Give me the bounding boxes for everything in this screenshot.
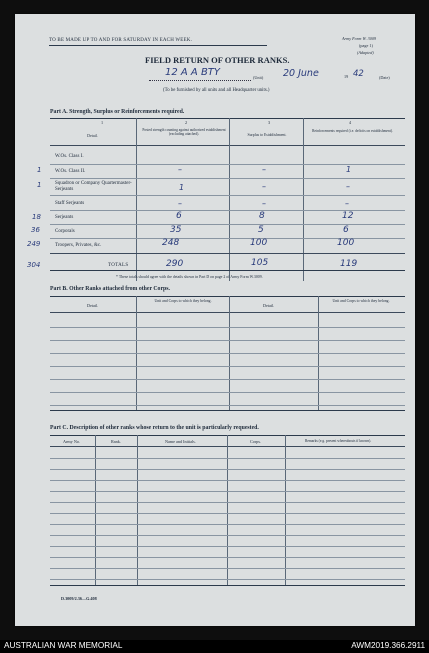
instruction-text: TO BE MADE UP TO AND FOR SATURDAY IN EACH WEEK. [49, 38, 193, 43]
ruled-line [50, 579, 405, 580]
part-a-header-surplus: Surplus to Establishment. [247, 133, 287, 137]
cell-troopers-surplus: 100 [250, 238, 268, 248]
adapted-label: (Adapted) [357, 50, 374, 55]
ruled-line [50, 458, 405, 459]
cell-cqms-reinf: – [346, 182, 350, 191]
ruled-line [50, 353, 405, 354]
row-label-cqms: Squadron or Company Quartermaster-Serjeants [55, 181, 132, 192]
totals-label: TOTALS [108, 263, 129, 268]
cell-staff-posted: – [178, 199, 182, 208]
ruled-line [50, 480, 405, 481]
footer-accession-number: AWM2019.366.2911 [351, 641, 425, 650]
part-c-header-army-no: Army No. [63, 439, 80, 444]
cell-serjeants-reinf: 12 [342, 211, 354, 221]
row-label-corporals: Corporals [55, 229, 75, 234]
cell-troopers-reinf: 100 [337, 238, 355, 248]
cell-corporals-reinf: 6 [343, 225, 349, 235]
part-c-header-corps: Corps. [250, 439, 262, 444]
ruled-line [50, 392, 405, 393]
archive-footer [0, 640, 429, 653]
margin-note-wo2: 1 [37, 166, 42, 174]
part-c-header-rank: Rank. [111, 439, 121, 444]
total-posted: 290 [166, 259, 184, 269]
ruled-line [50, 405, 405, 406]
form-title: FIELD RETURN OF OTHER RANKS. [145, 55, 290, 65]
cell-serjeants-surplus: 8 [259, 211, 265, 221]
part-a-vline-3 [303, 118, 304, 281]
part-a-header-reinforcements: Reinforcements required (i.e. deficits on establishment). [312, 129, 393, 133]
ruled-line [50, 327, 405, 328]
ruled-line [50, 340, 405, 341]
part-a-vline-2 [229, 118, 230, 281]
date-prefix: 19 [344, 74, 349, 79]
margin-note-corporals: 36 [31, 226, 40, 234]
page-number: (page 1) [359, 43, 373, 48]
unit-value: 12 A A BTY [165, 67, 221, 78]
ruled-line [50, 568, 405, 569]
table-row-divider [50, 224, 405, 225]
part-b-bottom-rule [50, 410, 405, 411]
part-c-header-name: Name and Initials. [165, 439, 196, 444]
part-a-colnum-1: 2 [185, 120, 188, 125]
cell-serjeants-posted: 6 [176, 211, 182, 221]
ruled-line [50, 546, 405, 547]
margin-note-totals: 304 [27, 261, 41, 269]
margin-note-serjeants: 18 [32, 213, 41, 221]
row-label-serjeants: Serjeants [55, 215, 74, 220]
table-row-divider [50, 253, 405, 254]
date-value: 20 June [283, 68, 319, 79]
part-a-colnum-0: 1 [101, 120, 104, 125]
part-a-colnum-2: 3 [268, 120, 271, 125]
part-c-header-remarks: Remarks (e.g. present whereabouts if known). [305, 439, 372, 443]
form-name: Army Form W. 3009 [342, 36, 377, 41]
ruled-line [50, 524, 405, 525]
part-a-note: * These totals should agree with the details shown in Part D on page 2 of Army Form W.3009. [116, 275, 263, 279]
cell-wo2-surplus: – [262, 165, 266, 174]
form-subtitle: (To be furnished by all units and all Headquarter units.) [163, 88, 270, 93]
part-a-top-rule [50, 118, 405, 119]
part-a-header-rule [50, 145, 405, 146]
unit-label: (Unit) [253, 75, 264, 80]
table-row-divider [50, 195, 405, 196]
cell-wo2-reinf: 1 [346, 165, 352, 174]
part-b-top-rule [50, 296, 405, 297]
part-a-colnum-3: 4 [349, 120, 352, 125]
part-b-header-rule [50, 312, 405, 313]
cell-cqms-posted: 1 [179, 183, 185, 192]
part-c-bottom-rule [50, 585, 405, 586]
form-sheet [15, 14, 415, 626]
total-reinf: 119 [340, 259, 358, 269]
ruled-line [50, 502, 405, 503]
cell-corporals-posted: 35 [170, 225, 182, 235]
ruled-line [50, 535, 405, 536]
row-label-troopers: Troopers, Privates, &c. [55, 243, 102, 248]
cell-troopers-posted: 248 [162, 238, 180, 248]
part-b-heading: Part B. Other Ranks attached from other Corps. [50, 286, 170, 292]
ruled-line [50, 379, 405, 380]
printer-mark: D.3009/2.36—G.408 [61, 596, 97, 601]
part-a-header-detail: Detail. [87, 133, 98, 138]
footer-institution: AUSTRALIAN WAR MEMORIAL [4, 641, 123, 650]
row-label-staff-serjeants: Staff Serjeants [55, 201, 85, 206]
ruled-line [50, 469, 405, 470]
instruction-underline [49, 45, 267, 46]
margin-note-troopers: 249 [27, 240, 41, 248]
cell-staff-surplus: – [262, 199, 266, 208]
part-a-vline-1 [136, 118, 137, 281]
part-b-header-detail-1: Detail. [87, 303, 99, 308]
part-a-heading: Part A. Strength, Surplus or Reinforcements required. [50, 109, 185, 115]
cell-cqms-surplus: – [262, 182, 266, 191]
part-c-heading: Part C. Description of other ranks whose return to the unit is particularly requested. [50, 425, 259, 431]
cell-staff-reinf: – [345, 199, 349, 208]
unit-dotted-line [149, 80, 251, 82]
ruled-line [50, 557, 405, 558]
cell-wo2-posted: – [178, 165, 182, 174]
row-label-wo2: W.Os. Class II. [55, 169, 86, 174]
part-b-header-unit-1: Unit and Corps to which they belong. [154, 299, 212, 303]
row-label-wo1: W.Os. Class I. [55, 154, 84, 159]
table-row-divider [50, 178, 405, 179]
part-b-header-unit-2: Unit and Corps to which they belong. [332, 299, 390, 303]
ruled-line [50, 491, 405, 492]
ruled-line [50, 366, 405, 367]
ruled-line [50, 513, 405, 514]
cell-corporals-surplus: 5 [258, 225, 264, 235]
part-a-header-posted: Posted strength counting against authorized establishment (excluding attached). [142, 128, 226, 137]
part-a-bottom-rule [50, 270, 405, 271]
margin-note-cqms: 1 [37, 181, 42, 189]
total-surplus: 105 [251, 258, 269, 268]
table-row-divider [50, 164, 405, 165]
date-label: (Date) [379, 75, 390, 80]
date-year: 42 [353, 69, 364, 79]
part-b-header-detail-2: Detail. [263, 303, 275, 308]
